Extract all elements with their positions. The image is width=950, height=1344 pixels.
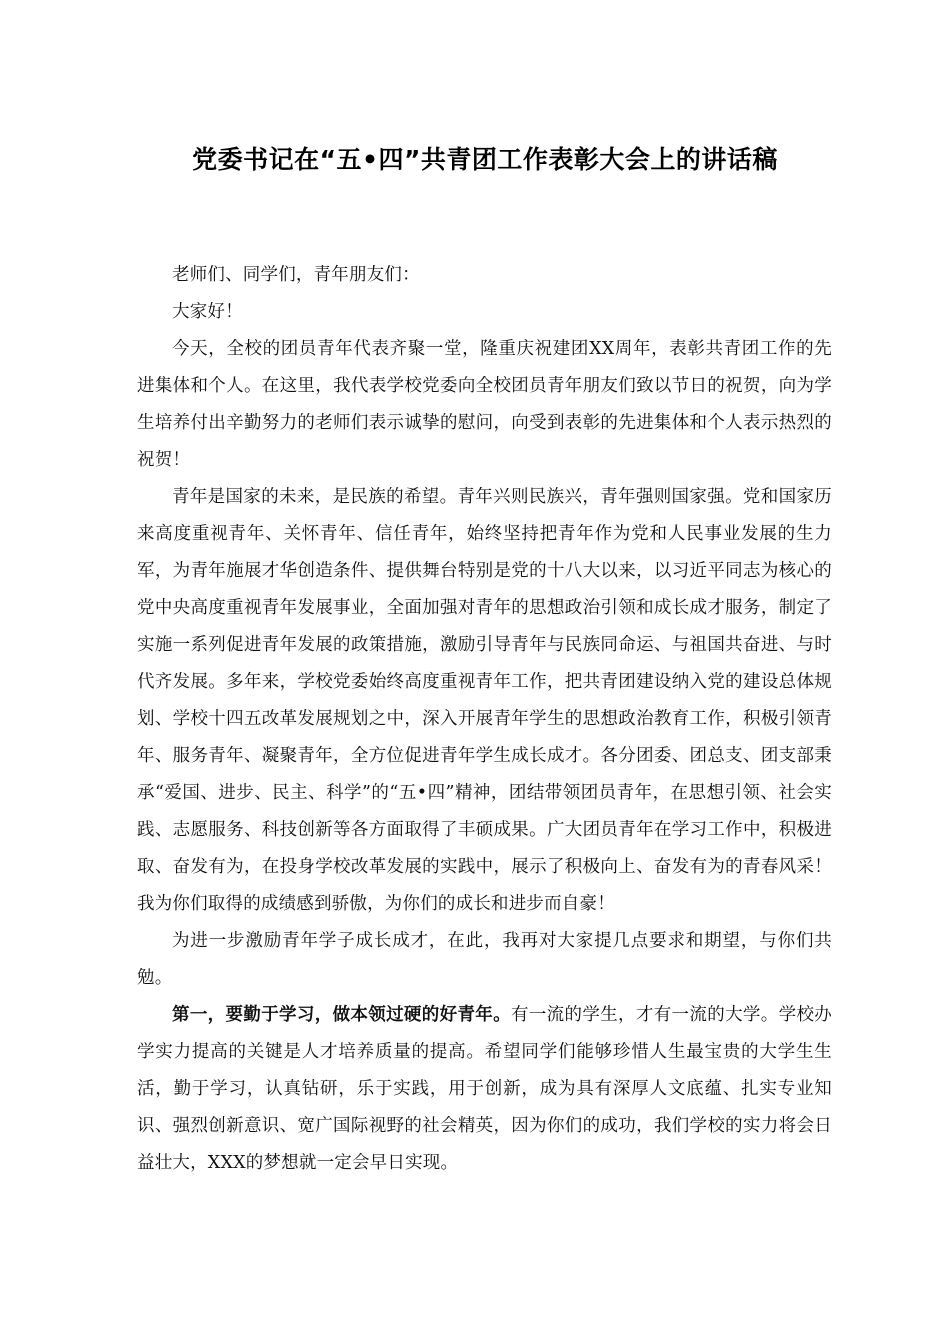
paragraph-text: 大家好！ (172, 302, 243, 322)
paragraph-text: 今天，全校的团员青年代表齐聚一堂，隆重庆祝建团XX周年，表彰共青团工作的先进集体和个人。在这里，我代表学校党委向全校团员青年朋友们致以节日的祝贺，向为学生培养付出辛勤努力的老师们表示诚挚的慰问，向受到表彰的先进集体和个人表示热烈的祝贺！ (137, 339, 832, 470)
paragraph-text: 老师们、同学们，青年朋友们： (172, 265, 420, 285)
document-body (137, 257, 832, 1182)
paragraph-salutation (137, 257, 832, 294)
paragraph-youth (137, 479, 832, 923)
paragraph-text: 有一流的学生，才有一流的大学。学校办学实力提高的关键是人才培养质量的提高。希望同学们能够珍惜人生最宝贵的大学生生活，勤于学习，认真钻研，乐于实践，用于创新，成为具有深厚人文底蕴、扎实专业知识、强烈创新意识、宽广国际视野的社会精英，因为你们的成功，我们学校的实力将会日益壮大，XXX的梦想就一定会早日实现。 (137, 1005, 832, 1173)
paragraph-greeting (137, 294, 832, 331)
paragraph-lead: 第一，要勤于学习，做本领过硬的好青年。 (172, 1005, 511, 1025)
paragraph-first-point (137, 997, 832, 1182)
paragraph-text: 青年是国家的未来，是民族的希望。青年兴则民族兴，青年强则国家强。党和国家历来高度重视青年、关怀青年、信任青年，始终坚持把青年作为党和人民事业发展的生力军，为青年施展才华创造条件、提供舞台特别是党的十八大以来，以习近平同志为核心的党中央高度重视青年发展事业，全面加强对青年的思想政治引领和成长成才服务，制定了实施一系列促进青年发展的政策措施，激励引导青年与民族同命运、与祖国共奋进、与时代齐发展。多年来，学校党委始终高度重视青年工作，把共青团建设纳入党的建设总体规划、学校十四五改革发展规划之中，深入开展青年学生的思想政治教育工作，积极引领青年、服务青年、凝聚青年，全方位促进青年学生成长成才。各分团委、团总支、团支部秉承“爱国、进步、民主、科学”的“五•四”精神，团结带领团员青年，在思想引领、社会实践、志愿服务、科技创新等各方面取得了丰硕成果。广大团员青年在学习工作中，积极进取、奋发有为，在投身学校改革发展的实践中，展示了积极向上、奋发有为的青春风采！我为你们取得的成绩感到骄傲，为你们的成长和进步而自豪！ (137, 487, 832, 914)
paragraph-opening (137, 331, 832, 479)
document-title: 党委书记在“五•四”共青团工作表彰大会上的讲话稿 (192, 145, 778, 174)
paragraph-expectations (137, 923, 832, 997)
paragraph-text: 为进一步激励青年学子成长成才，在此，我再对大家提几点要求和期望，与你们共勉。 (137, 931, 832, 988)
